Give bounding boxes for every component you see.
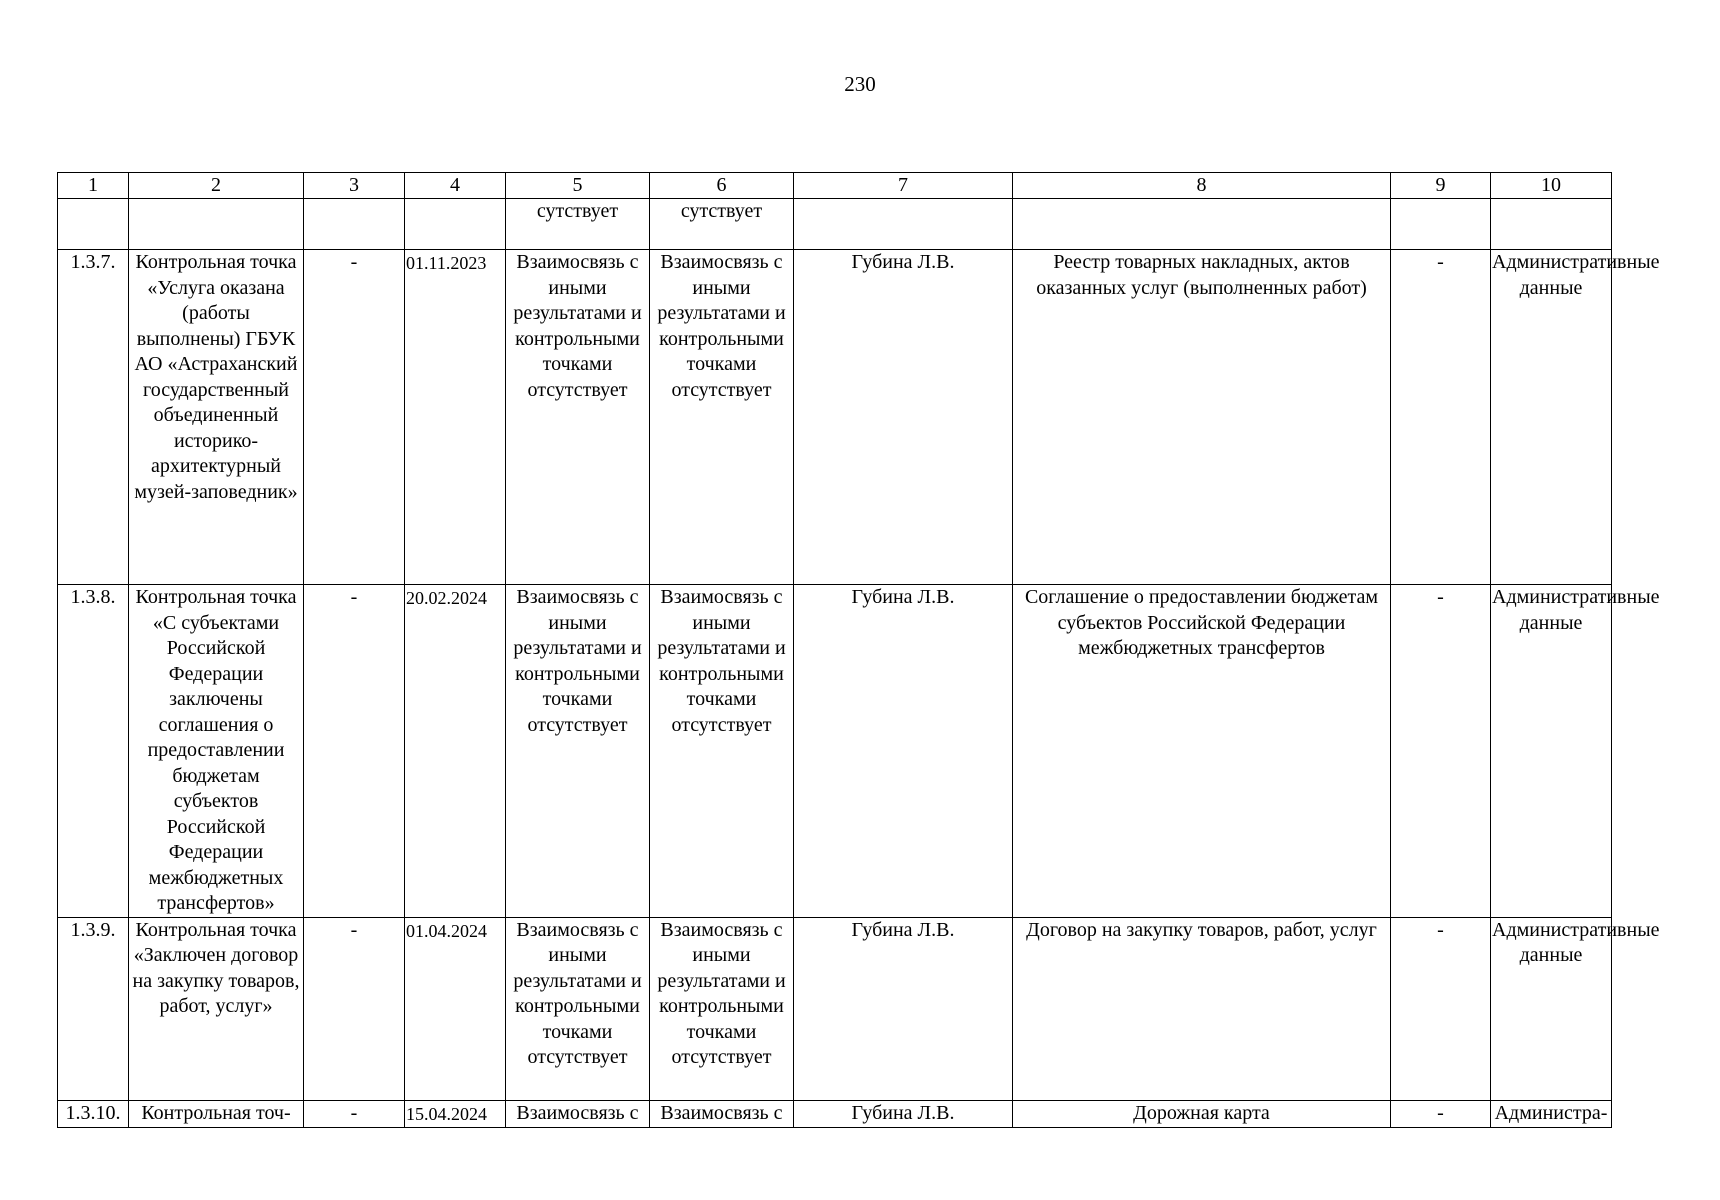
relation-cell: Взаимосвязь с иными результатами и контрольными точками отсутствует <box>650 250 794 585</box>
column-header: 2 <box>129 173 304 199</box>
date-cell: 01.04.2024 <box>405 917 506 1100</box>
source-cell: Административные данные <box>1491 250 1612 585</box>
relation-cell: сутствует <box>506 199 650 250</box>
dash-cell: - <box>304 250 405 585</box>
dash-cell: - <box>1391 917 1491 1100</box>
column-header: 1 <box>58 173 129 199</box>
dash-cell: - <box>304 585 405 918</box>
dash-cell: - <box>304 917 405 1100</box>
dash-cell: - <box>304 1100 405 1128</box>
document-cell: Дорожная карта <box>1013 1100 1391 1128</box>
source-cell: Административные данные <box>1491 585 1612 918</box>
document-cell: Соглашение о предоставлении бюджетам субъектов Российской Федерации межбюджетных трансфертов <box>1013 585 1391 918</box>
relation-cell: Взаимосвязь с иными результатами и контрольными точками отсутствует <box>506 917 650 1100</box>
empty-cell <box>405 199 506 250</box>
source-cell: Административные данные <box>1491 917 1612 1100</box>
relation-cell: Взаимосвязь с <box>506 1100 650 1128</box>
control-points-table <box>57 172 1660 1128</box>
empty-cell <box>304 199 405 250</box>
column-header: 8 <box>1013 173 1391 199</box>
control-point-name: Контрольная точка «С субъектами Российской Федерации заключены соглашения о предоставлении бюджетам субъектов Российской Федерации межбюджетных трансфертов» <box>129 585 304 918</box>
column-header: 6 <box>650 173 794 199</box>
date-cell: 20.02.2024 <box>405 585 506 918</box>
empty-cell <box>794 199 1013 250</box>
responsible-cell: Губина Л.В. <box>794 917 1013 1100</box>
relation-cell: Взаимосвязь с <box>650 1100 794 1128</box>
column-header: 3 <box>304 173 405 199</box>
date-cell: 15.04.2024 <box>405 1100 506 1128</box>
row-number: 1.3.7. <box>58 250 129 585</box>
column-header: 7 <box>794 173 1013 199</box>
column-header: 9 <box>1391 173 1491 199</box>
responsible-cell: Губина Л.В. <box>794 250 1013 585</box>
dash-cell: - <box>1391 250 1491 585</box>
responsible-cell: Губина Л.В. <box>794 585 1013 918</box>
column-header: 5 <box>506 173 650 199</box>
date-cell: 01.11.2023 <box>405 250 506 585</box>
column-header: 10 <box>1491 173 1612 199</box>
relation-cell: Взаимосвязь с иными результатами и контрольными точками отсутствует <box>506 585 650 918</box>
control-point-name: Контрольная точ- <box>129 1100 304 1128</box>
empty-cell <box>1391 199 1491 250</box>
empty-cell <box>129 199 304 250</box>
table-row <box>58 1100 1612 1128</box>
responsible-cell: Губина Л.В. <box>794 1100 1013 1128</box>
row-number: 1.3.9. <box>58 917 129 1100</box>
table-row <box>58 250 1612 585</box>
relation-cell: Взаимосвязь с иными результатами и контрольными точками отсутствует <box>650 585 794 918</box>
control-point-name: Контрольная точка «Заключен договор на закупку товаров, работ, услуг» <box>129 917 304 1100</box>
document-cell: Реестр товарных накладных, актов оказанных услуг (выполненных работ) <box>1013 250 1391 585</box>
table-row <box>58 585 1612 918</box>
row-number: 1.3.8. <box>58 585 129 918</box>
dash-cell: - <box>1391 585 1491 918</box>
source-cell: Администра- <box>1491 1100 1612 1128</box>
empty-cell <box>1491 199 1612 250</box>
table-row-continuation <box>58 199 1612 250</box>
empty-cell <box>58 199 129 250</box>
dash-cell: - <box>1391 1100 1491 1128</box>
empty-cell <box>1013 199 1391 250</box>
page-number: 230 <box>844 72 876 96</box>
control-point-name: Контрольная точка «Услуга оказана (работы выполнены) ГБУК АО «Астраханский государственный объединенный историко-архитектурный музей-заповедник» <box>129 250 304 585</box>
table-row <box>58 917 1612 1100</box>
row-number: 1.3.10. <box>58 1100 129 1128</box>
column-header: 4 <box>405 173 506 199</box>
table-header-row <box>58 173 1612 199</box>
document-cell: Договор на закупку товаров, работ, услуг <box>1013 917 1391 1100</box>
relation-cell: Взаимосвязь с иными результатами и контрольными точками отсутствует <box>506 250 650 585</box>
relation-cell: сутствует <box>650 199 794 250</box>
relation-cell: Взаимосвязь с иными результатами и контрольными точками отсутствует <box>650 917 794 1100</box>
